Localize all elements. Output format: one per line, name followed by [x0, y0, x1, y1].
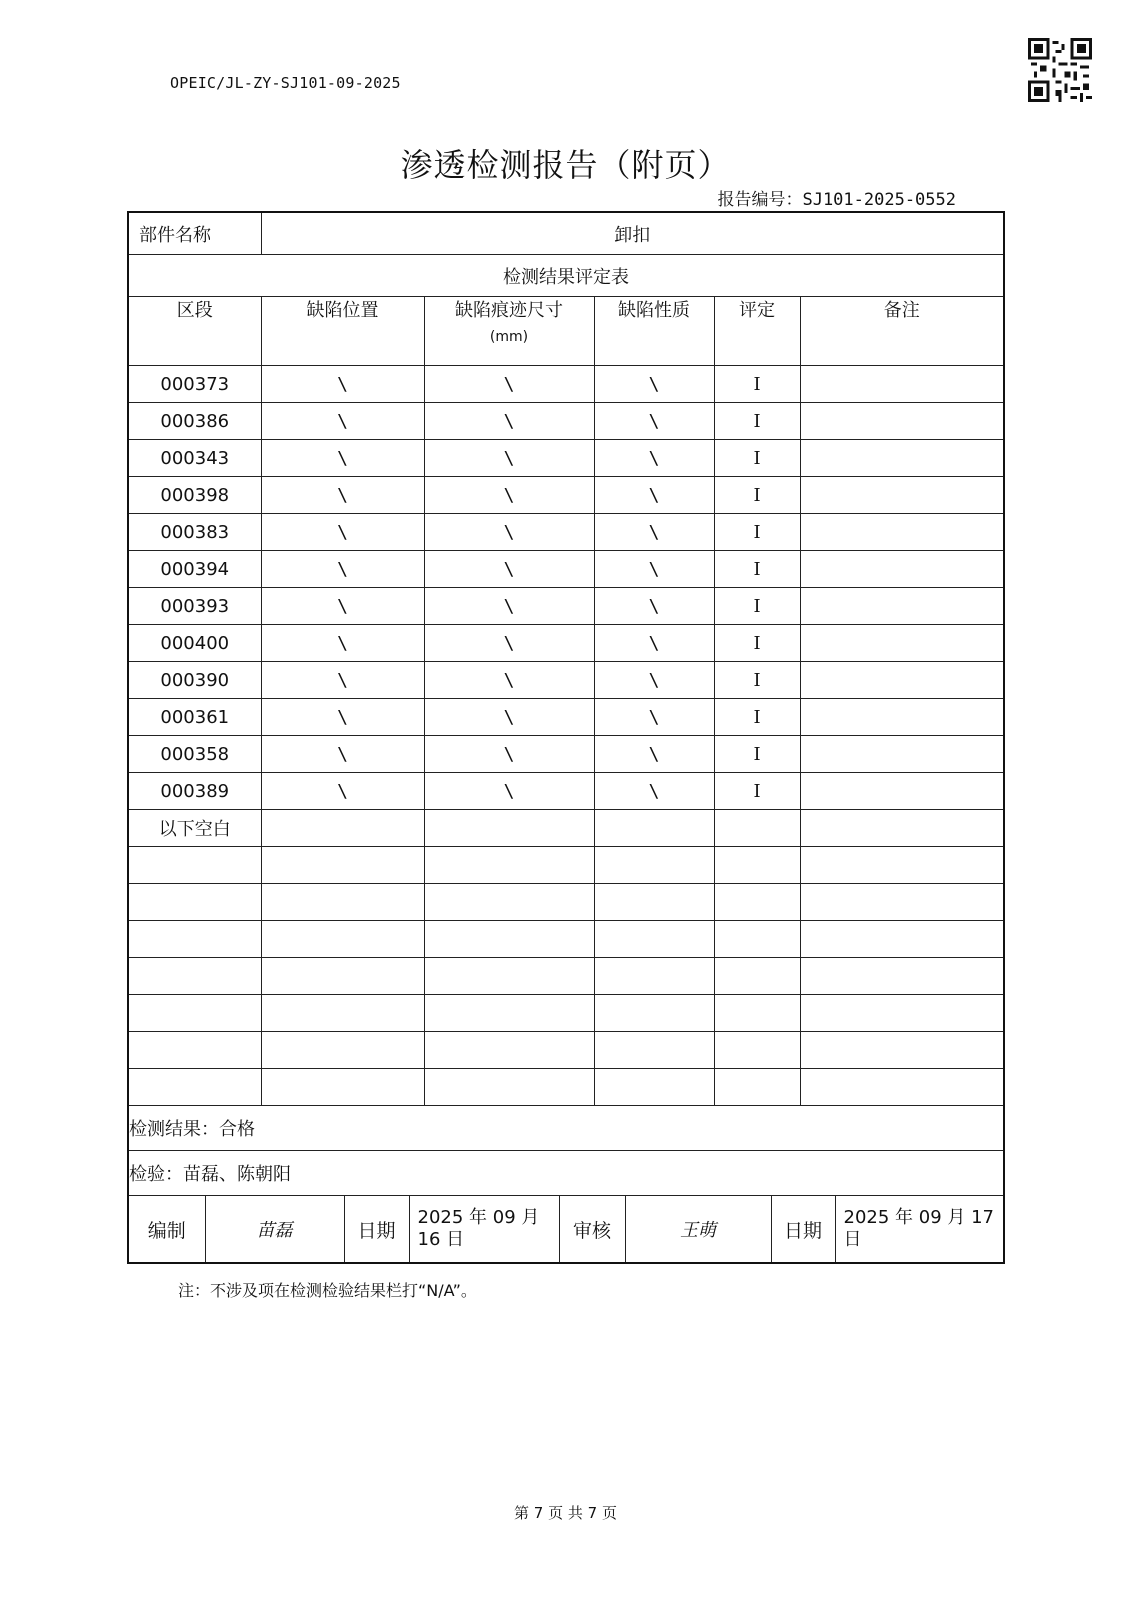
remark-cell: [800, 514, 1004, 551]
defect-size-cell: \: [424, 514, 594, 551]
part-name-row: [128, 212, 1004, 255]
end-marker: 以下空白: [128, 810, 261, 847]
defect-location-cell: \: [261, 773, 424, 810]
empty-row: [128, 921, 1004, 958]
rating-cell: Ⅰ: [714, 736, 800, 773]
table-subtitle: 检测结果评定表: [128, 255, 1004, 297]
rating-cell: Ⅰ: [714, 662, 800, 699]
table-row: [128, 477, 1004, 514]
rating-cell: Ⅰ: [714, 625, 800, 662]
defect-size-cell: \: [424, 366, 594, 403]
segment-cell: 000394: [128, 551, 261, 588]
defect-nature-cell: \: [594, 477, 714, 514]
reviewed-date: 2025 年 09 月 17 日: [843, 1207, 995, 1250]
defect-nature-cell: \: [594, 773, 714, 810]
remark-cell: [800, 403, 1004, 440]
defect-size-cell: \: [424, 773, 594, 810]
remark-cell: [800, 551, 1004, 588]
segment-cell: 000361: [128, 699, 261, 736]
segment-cell: 000398: [128, 477, 261, 514]
remark-cell: [800, 736, 1004, 773]
defect-size-cell: \: [424, 736, 594, 773]
defect-location-cell: \: [261, 440, 424, 477]
rating-cell: Ⅰ: [714, 440, 800, 477]
table-row: [128, 773, 1004, 810]
empty-cell: [261, 884, 424, 921]
empty-cell: [800, 884, 1004, 921]
empty-cell: [800, 1032, 1004, 1069]
empty-cell: [594, 958, 714, 995]
defect-nature-cell: \: [594, 736, 714, 773]
segment-cell: 000383: [128, 514, 261, 551]
empty-cell: [261, 1069, 424, 1106]
rating-cell: Ⅰ: [714, 514, 800, 551]
defect-location-cell: \: [261, 588, 424, 625]
empty-cell: [800, 995, 1004, 1032]
remark-cell: [800, 699, 1004, 736]
empty-cell: [800, 810, 1004, 847]
empty-cell: [594, 1032, 714, 1069]
empty-cell: [800, 921, 1004, 958]
signature-table: [129, 1196, 1005, 1262]
table-row: [128, 514, 1004, 551]
defect-location-cell: \: [261, 662, 424, 699]
report-number-value: SJ101-2025-0552: [802, 190, 956, 210]
prepared-date-label: 日期: [344, 1196, 409, 1262]
empty-cell: [424, 1069, 594, 1106]
defect-location-cell: \: [261, 514, 424, 551]
part-name-value: 卸扣: [261, 212, 1004, 255]
remark-cell: [800, 588, 1004, 625]
table-row: [128, 588, 1004, 625]
table-subtitle-row: [128, 255, 1004, 297]
rating-cell: Ⅰ: [714, 773, 800, 810]
defect-size-cell: \: [424, 662, 594, 699]
segment-cell: 000386: [128, 403, 261, 440]
rating-cell: Ⅰ: [714, 366, 800, 403]
document-code: OPEIC/JL-ZY-SJ101-09-2025: [170, 74, 401, 92]
segment-cell: 000389: [128, 773, 261, 810]
qr-code-icon: [1028, 38, 1092, 102]
footnote: 注：不涉及项在检测检验结果栏打“N/A”。: [178, 1281, 477, 1300]
table-row: [128, 366, 1004, 403]
table-header-row: [128, 297, 1004, 366]
defect-location-cell: \: [261, 366, 424, 403]
signature-container: [128, 1196, 1004, 1264]
empty-cell: [714, 1069, 800, 1106]
empty-cell: [261, 810, 424, 847]
result-row: [128, 1106, 1004, 1151]
empty-cell: [424, 995, 594, 1032]
empty-cell: [800, 958, 1004, 995]
defect-nature-cell: \: [594, 699, 714, 736]
defect-nature-cell: \: [594, 514, 714, 551]
defect-location-cell: \: [261, 551, 424, 588]
remark-cell: [800, 773, 1004, 810]
defect-location-cell: \: [261, 736, 424, 773]
empty-cell: [424, 1032, 594, 1069]
empty-cell: [594, 810, 714, 847]
empty-cell: [594, 884, 714, 921]
rating-cell: Ⅰ: [714, 588, 800, 625]
defect-location-cell: \: [261, 477, 424, 514]
empty-cell: [261, 847, 424, 884]
defect-size-cell: \: [424, 699, 594, 736]
empty-cell: [800, 847, 1004, 884]
remark-cell: [800, 366, 1004, 403]
table-row: [128, 625, 1004, 662]
remark-cell: [800, 662, 1004, 699]
empty-cell: [424, 884, 594, 921]
header-rating: 评定: [714, 297, 800, 366]
empty-cell: [424, 847, 594, 884]
defect-size-cell: \: [424, 551, 594, 588]
header-remark: 备注: [800, 297, 1004, 366]
header-defect-location: 缺陷位置: [261, 297, 424, 366]
defect-size-cell: \: [424, 625, 594, 662]
table-row: [128, 403, 1004, 440]
remark-cell: [800, 440, 1004, 477]
empty-cell: [261, 958, 424, 995]
page-title: 渗透检测报告（附页）: [400, 146, 731, 184]
rating-cell: Ⅰ: [714, 551, 800, 588]
result-cell: [128, 1106, 1004, 1151]
table-row: [128, 551, 1004, 588]
result-label: 检测结果：: [129, 1119, 219, 1140]
empty-row: [128, 847, 1004, 884]
inspector-value: 苗磊、陈朝阳: [183, 1164, 291, 1185]
defect-nature-cell: \: [594, 588, 714, 625]
defect-location-cell: \: [261, 699, 424, 736]
rating-cell: Ⅰ: [714, 477, 800, 514]
empty-cell: [594, 921, 714, 958]
empty-cell: [128, 995, 261, 1032]
empty-cell: [714, 995, 800, 1032]
empty-cell: [261, 1032, 424, 1069]
empty-row: [128, 884, 1004, 921]
reviewed-label: 审核: [559, 1196, 625, 1262]
empty-cell: [594, 1069, 714, 1106]
empty-row: [128, 1032, 1004, 1069]
defect-nature-cell: \: [594, 625, 714, 662]
inspector-row: [128, 1151, 1004, 1196]
empty-cell: [128, 884, 261, 921]
empty-cell: [128, 921, 261, 958]
reviewed-signature: 王萌: [625, 1196, 771, 1262]
table-row: [128, 440, 1004, 477]
header-defect-size: [424, 297, 594, 366]
end-marker-row: [128, 810, 1004, 847]
defect-size-cell: \: [424, 403, 594, 440]
signature-row: [128, 1196, 1004, 1264]
reviewed-date-label: 日期: [771, 1196, 835, 1262]
empty-cell: [594, 995, 714, 1032]
segment-cell: 000373: [128, 366, 261, 403]
table-row: [128, 736, 1004, 773]
empty-row: [128, 1069, 1004, 1106]
empty-row: [128, 995, 1004, 1032]
empty-cell: [261, 995, 424, 1032]
empty-cell: [714, 847, 800, 884]
defect-size-cell: \: [424, 440, 594, 477]
empty-cell: [714, 921, 800, 958]
segment-cell: 000390: [128, 662, 261, 699]
empty-cell: [424, 921, 594, 958]
inspector-cell: [128, 1151, 1004, 1196]
segment-cell: 000343: [128, 440, 261, 477]
header-defect-size-unit: (mm): [489, 329, 529, 345]
empty-cell: [128, 1032, 261, 1069]
defect-size-cell: \: [424, 588, 594, 625]
empty-cell: [128, 958, 261, 995]
inspector-label: 检验：: [129, 1164, 183, 1185]
report-number: [717, 185, 956, 210]
inspection-table: [127, 211, 1005, 1264]
empty-cell: [128, 1069, 261, 1106]
defect-nature-cell: \: [594, 366, 714, 403]
empty-cell: [424, 810, 594, 847]
remark-cell: [800, 477, 1004, 514]
segment-cell: 000400: [128, 625, 261, 662]
prepared-label: 编制: [129, 1196, 205, 1262]
header-defect-nature: 缺陷性质: [594, 297, 714, 366]
segment-cell: 000358: [128, 736, 261, 773]
defect-nature-cell: \: [594, 551, 714, 588]
defect-nature-cell: \: [594, 440, 714, 477]
defect-size-cell: \: [424, 477, 594, 514]
empty-cell: [594, 847, 714, 884]
empty-cell: [714, 810, 800, 847]
defect-location-cell: \: [261, 625, 424, 662]
part-name-label: 部件名称: [128, 212, 261, 255]
defect-nature-cell: \: [594, 662, 714, 699]
prepared-signature: 苗磊: [205, 1196, 344, 1262]
empty-cell: [714, 884, 800, 921]
report-number-label: 报告编号：: [717, 190, 803, 210]
empty-cell: [714, 958, 800, 995]
segment-cell: 000393: [128, 588, 261, 625]
defect-nature-cell: \: [594, 403, 714, 440]
empty-cell: [128, 847, 261, 884]
rating-cell: Ⅰ: [714, 403, 800, 440]
empty-cell: [424, 958, 594, 995]
table-row: [128, 662, 1004, 699]
remark-cell: [800, 625, 1004, 662]
header-segment: 区段: [128, 297, 261, 366]
empty-cell: [800, 1069, 1004, 1106]
header-defect-size-label: 缺陷痕迹尺寸: [455, 300, 563, 321]
empty-cell: [714, 1032, 800, 1069]
empty-cell: [261, 921, 424, 958]
prepared-date: 2025 年 09 月 16 日: [409, 1196, 559, 1262]
page-number: 第 7 页 共 7 页: [514, 1504, 617, 1522]
rating-cell: Ⅰ: [714, 699, 800, 736]
result-value: 合格: [219, 1119, 255, 1140]
table-row: [128, 699, 1004, 736]
empty-row: [128, 958, 1004, 995]
defect-location-cell: \: [261, 403, 424, 440]
